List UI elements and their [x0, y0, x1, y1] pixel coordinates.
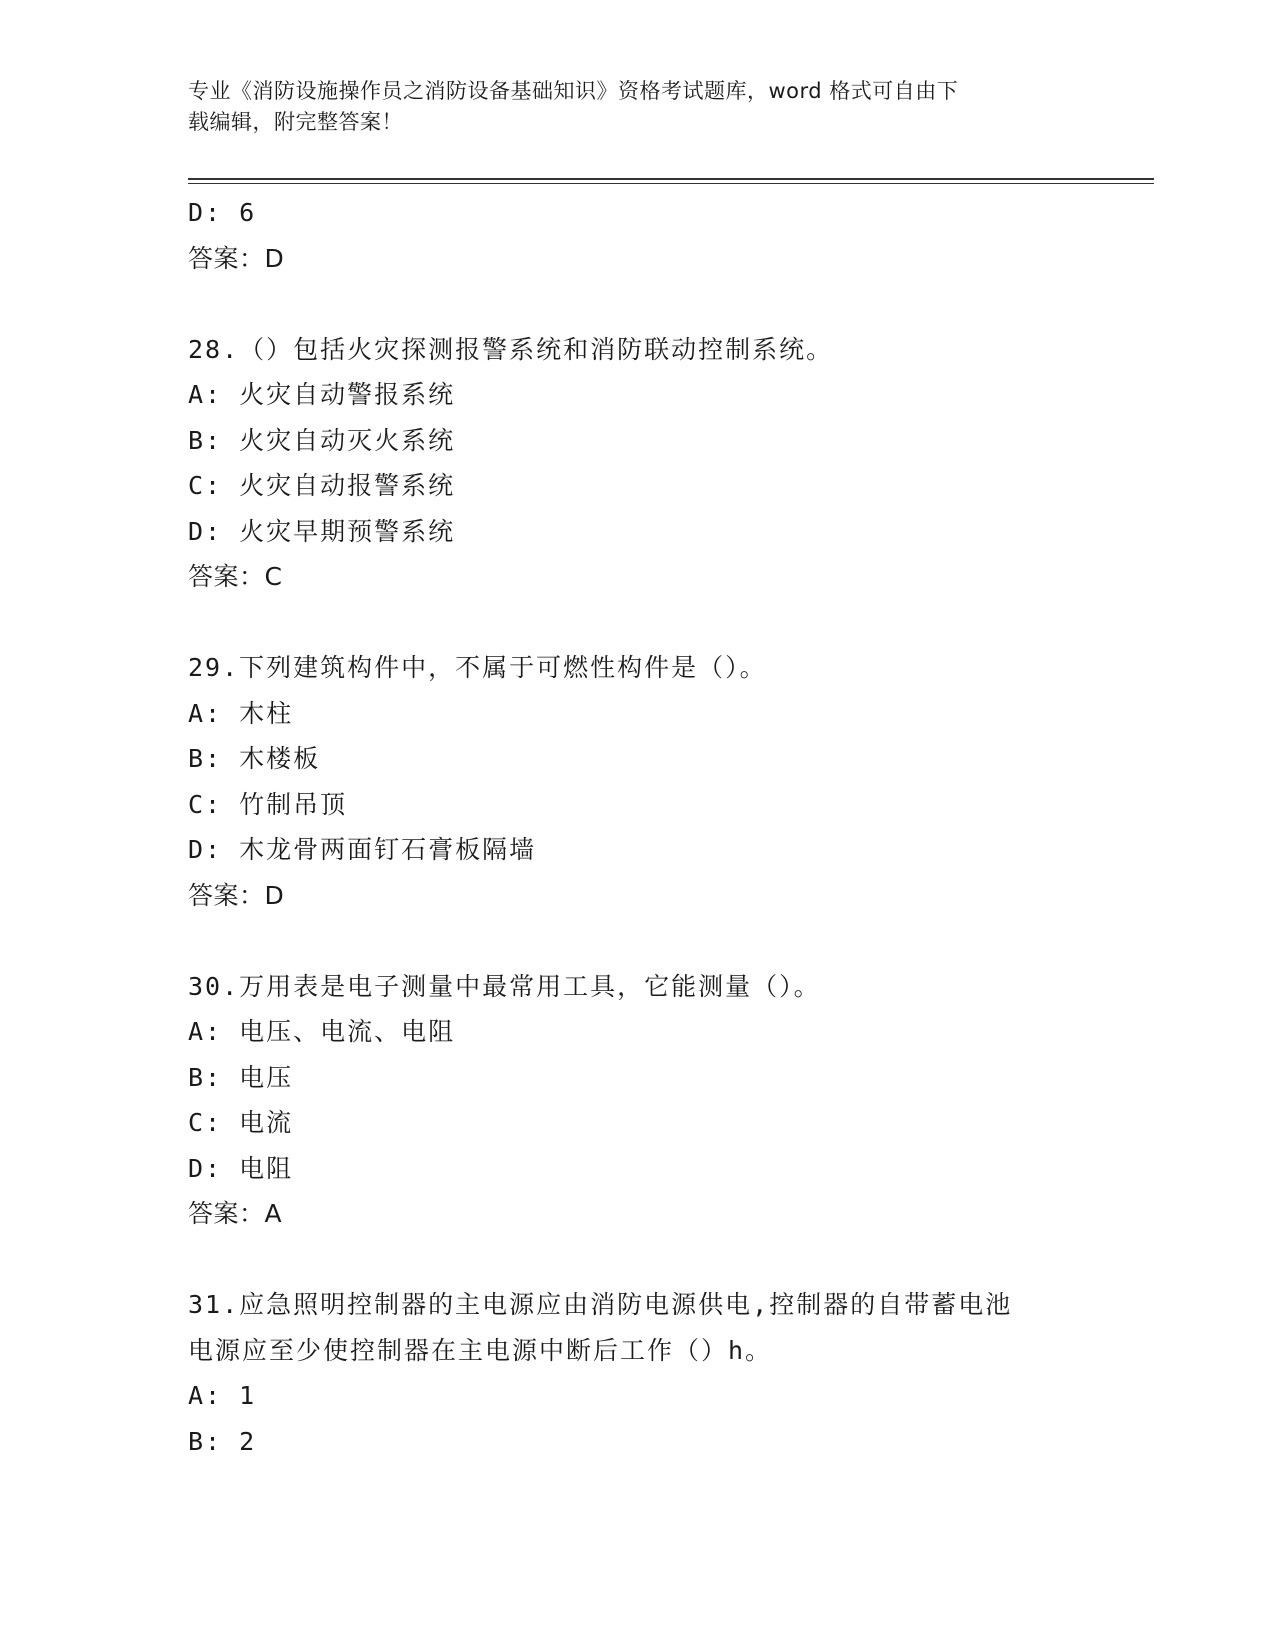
header-divider-thin: [188, 183, 1154, 184]
question-29: [188, 645, 1148, 918]
option-c: C: 竹制吊顶: [188, 789, 348, 819]
option-a: A: 木柱: [188, 698, 294, 728]
answer: 答案：D: [188, 880, 285, 910]
option-b: B: 木楼板: [188, 744, 321, 773]
option-b: B: 2: [188, 1426, 257, 1456]
question-30: [188, 964, 1148, 1237]
option-a: A: 电压、电流、电阻: [188, 1017, 456, 1046]
option-a: A: 火灾自动警报系统: [188, 380, 456, 409]
option-b: B: 火灾自动灭火系统: [188, 425, 456, 455]
question-content: [188, 190, 1148, 1464]
option-a: A: 1: [188, 1381, 257, 1410]
question-stem: 30.万用表是电子测量中最常用工具，它能测量（）。: [188, 971, 821, 1001]
answer: 答案：A: [188, 1199, 283, 1228]
question-stem-line-1: 31.应急照明控制器的主电源应由消防电源供电,控制器的自带蓄电池: [188, 1290, 1013, 1319]
option-b: B: 电压: [188, 1062, 294, 1092]
header-divider-thick: [188, 178, 1154, 180]
answer: 答案：C: [188, 562, 283, 591]
question-31: [188, 1282, 1148, 1464]
header-line-2: 载编辑，附完整答案！: [188, 110, 403, 134]
option-c: C: 电流: [188, 1108, 294, 1137]
header-line-1: 专业《消防设施操作员之消防设备基础知识》资格考试题库，word 格式可自由下: [188, 79, 959, 103]
question-28: [188, 327, 1148, 600]
question-stem-line-2: 电源应至少使控制器在主电源中断后工作（）h。: [188, 1335, 773, 1365]
question-stem: 29.下列建筑构件中，不属于可燃性构件是（）。: [188, 653, 767, 682]
document-header: [188, 76, 1088, 138]
option-c: C: 火灾自动报警系统: [188, 471, 456, 500]
option-d: D: 木龙骨两面钉石膏板隔墙: [188, 835, 537, 864]
prev-option-d: D: 6: [188, 198, 257, 227]
option-d: D: 电阻: [188, 1153, 294, 1183]
option-d: D: 火灾早期预警系统: [188, 516, 456, 546]
prev-answer: 答案：D: [188, 243, 285, 273]
question-stem: 28.（）包括火灾探测报警系统和消防联动控制系统。: [188, 334, 834, 364]
